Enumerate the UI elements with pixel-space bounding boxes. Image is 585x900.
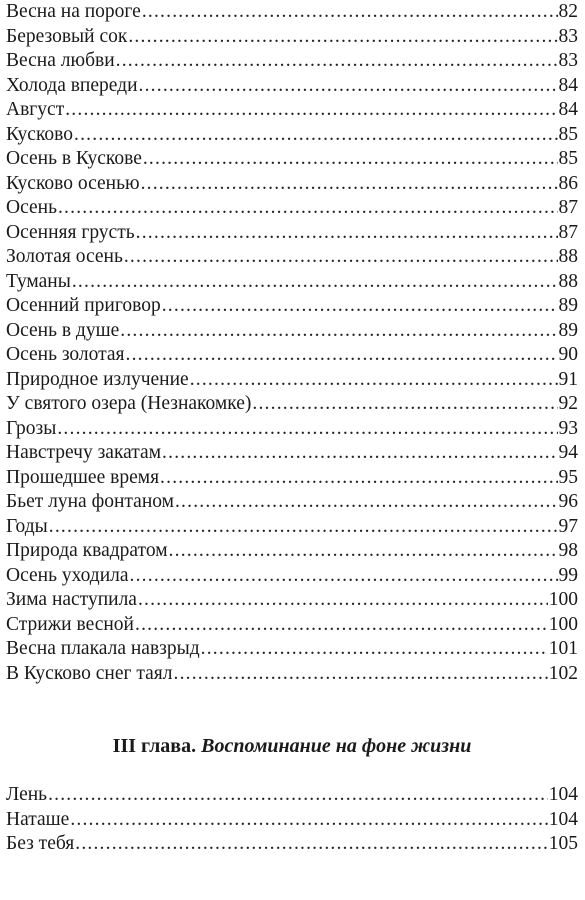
toc-entry-page-number: 94 xyxy=(558,442,578,463)
dot-leader xyxy=(252,392,557,417)
toc-entry xyxy=(6,613,578,638)
toc-entry-title: Золотая осень xyxy=(6,246,123,267)
dot-leader xyxy=(143,147,558,172)
toc-entry-page-number: 100 xyxy=(548,613,578,635)
dot-leader xyxy=(126,343,558,368)
toc-entry-title: Осень в душе xyxy=(6,319,120,341)
toc-entry-title: Стрижи весной xyxy=(6,613,134,635)
toc-entry-page-number: 83 xyxy=(558,25,578,47)
toc-entry-title: Осень уходила xyxy=(6,564,129,586)
dot-leader xyxy=(65,98,557,123)
toc-entry xyxy=(6,123,578,148)
dot-leader xyxy=(72,270,558,295)
chapter-heading xyxy=(6,733,578,759)
toc-entry-page-number: 88 xyxy=(558,270,578,292)
toc-entry xyxy=(6,74,578,99)
dot-leader xyxy=(75,832,548,857)
toc-entry-title: В Кусково снег таял xyxy=(6,662,173,684)
dot-leader xyxy=(49,515,558,540)
toc-entry-title: Осень xyxy=(6,197,57,218)
toc-entry-title: Весна на пороге xyxy=(6,1,141,22)
toc-entry-page-number: 85 xyxy=(558,148,578,169)
toc-entry xyxy=(6,392,578,417)
toc-entry-page-number: 91 xyxy=(558,368,578,390)
toc-entry-title: Осень в Кускове xyxy=(6,148,142,169)
toc-entry-title: Осенний приговор xyxy=(6,295,161,316)
dot-leader xyxy=(135,613,548,638)
toc-entry-page-number: 84 xyxy=(558,74,578,96)
toc-entry-title: Природа квадратом xyxy=(6,540,168,561)
toc-entry-title: Кусково осенью xyxy=(6,172,140,194)
toc-entry xyxy=(6,490,578,515)
toc-entry xyxy=(6,832,578,857)
toc-entry-title: У святого озера (Незнакомке) xyxy=(6,393,252,414)
chapter-title: Воспоминание на фоне жизни xyxy=(201,735,472,757)
toc-entry-title: Весна плакала навзрыд xyxy=(6,638,200,659)
dot-leader xyxy=(48,783,548,808)
dot-leader xyxy=(74,123,557,148)
toc-entry-page-number: 83 xyxy=(558,50,578,71)
dot-leader xyxy=(116,49,558,74)
toc-entry-title: Годы xyxy=(6,515,48,537)
toc-entry-page-number: 87 xyxy=(558,197,578,218)
toc-entry-title: Бьет луна фонтаном xyxy=(6,491,174,512)
toc-entry xyxy=(6,808,578,833)
toc-entry xyxy=(6,319,578,344)
toc-entry-page-number: 95 xyxy=(558,466,578,488)
toc-entry xyxy=(6,172,578,197)
toc-entry-page-number: 92 xyxy=(558,393,578,414)
toc-entry-title: Осень золотая xyxy=(6,344,125,365)
toc-entry xyxy=(6,441,578,466)
dot-leader xyxy=(175,490,558,515)
toc-entry xyxy=(6,147,578,172)
dot-leader xyxy=(201,637,548,662)
toc-entry-page-number: 96 xyxy=(558,491,578,512)
toc-entry xyxy=(6,783,578,808)
dot-leader xyxy=(136,221,558,246)
toc-entry-page-number: 90 xyxy=(558,344,578,365)
toc-entry-page-number: 82 xyxy=(558,1,578,22)
toc-entry-page-number: 93 xyxy=(558,417,578,439)
toc-entry-page-number: 84 xyxy=(558,99,578,120)
toc-entry-page-number: 89 xyxy=(558,295,578,316)
toc-entry-title: Холода впереди xyxy=(6,74,138,96)
dot-leader xyxy=(160,466,557,491)
toc-entry-page-number: 97 xyxy=(558,515,578,537)
toc-entry-title: Осенняя грусть xyxy=(6,221,135,243)
chapter-toc-list xyxy=(6,783,578,857)
toc-page xyxy=(6,0,578,900)
dot-leader xyxy=(70,808,547,833)
toc-entry xyxy=(6,25,578,50)
dot-leader xyxy=(139,74,558,99)
toc-entry xyxy=(6,466,578,491)
toc-entry xyxy=(6,368,578,393)
toc-entry xyxy=(6,196,578,221)
toc-entry-page-number: 102 xyxy=(548,662,578,684)
toc-entry-title: Навстречу закатам xyxy=(6,442,162,463)
toc-entry-page-number: 98 xyxy=(558,540,578,561)
dot-leader xyxy=(124,245,558,270)
dot-leader xyxy=(162,294,558,319)
dot-leader xyxy=(190,368,558,393)
toc-entry xyxy=(6,221,578,246)
dot-leader xyxy=(58,196,558,221)
dot-leader xyxy=(130,564,558,589)
toc-entry-title: Грозы xyxy=(6,417,57,439)
toc-entry-title: Август xyxy=(6,99,65,120)
toc-entry-title: Кусково xyxy=(6,123,74,145)
dot-leader xyxy=(120,319,557,344)
toc-entry-page-number: 100 xyxy=(548,589,578,610)
toc-entry-title: Прошедшее время xyxy=(6,466,160,488)
toc-entry-page-number: 104 xyxy=(548,808,578,830)
toc-entry xyxy=(6,417,578,442)
toc-entry xyxy=(6,588,578,613)
toc-entry-page-number: 105 xyxy=(548,833,578,854)
toc-entry-title: Весна любви xyxy=(6,50,115,71)
toc-entry-title: Зима наступила xyxy=(6,589,137,610)
toc-list xyxy=(6,0,578,686)
toc-entry xyxy=(6,637,578,662)
toc-entry xyxy=(6,539,578,564)
toc-entry-page-number: 87 xyxy=(558,221,578,243)
toc-entry-title: Наташе xyxy=(6,808,70,830)
toc-entry-page-number: 88 xyxy=(558,246,578,267)
dot-leader xyxy=(162,441,557,466)
toc-entry-page-number: 99 xyxy=(558,564,578,586)
toc-entry-title: Березовый сок xyxy=(6,25,128,47)
toc-entry-page-number: 101 xyxy=(548,638,578,659)
chapter-number: III глава. xyxy=(112,735,197,757)
toc-entry-title: Туманы xyxy=(6,270,71,292)
dot-leader xyxy=(142,0,558,25)
toc-entry-title: Природное излучение xyxy=(6,368,189,390)
toc-entry xyxy=(6,662,578,687)
dot-leader xyxy=(138,588,548,613)
dot-leader xyxy=(141,172,558,197)
toc-entry xyxy=(6,564,578,589)
toc-entry xyxy=(6,98,578,123)
dot-leader xyxy=(174,662,548,687)
dot-leader xyxy=(57,417,557,442)
toc-entry xyxy=(6,49,578,74)
toc-entry xyxy=(6,294,578,319)
dot-leader xyxy=(128,25,557,50)
toc-entry-page-number: 86 xyxy=(558,172,578,194)
toc-entry-title: Без тебя xyxy=(6,833,75,854)
toc-entry xyxy=(6,270,578,295)
toc-entry-page-number: 104 xyxy=(548,784,578,805)
toc-entry xyxy=(6,343,578,368)
toc-entry-page-number: 85 xyxy=(558,123,578,145)
toc-entry xyxy=(6,245,578,270)
toc-entry-page-number: 89 xyxy=(558,319,578,341)
toc-entry xyxy=(6,515,578,540)
toc-entry xyxy=(6,0,578,25)
toc-entry-title: Лень xyxy=(6,784,48,805)
dot-leader xyxy=(169,539,558,564)
